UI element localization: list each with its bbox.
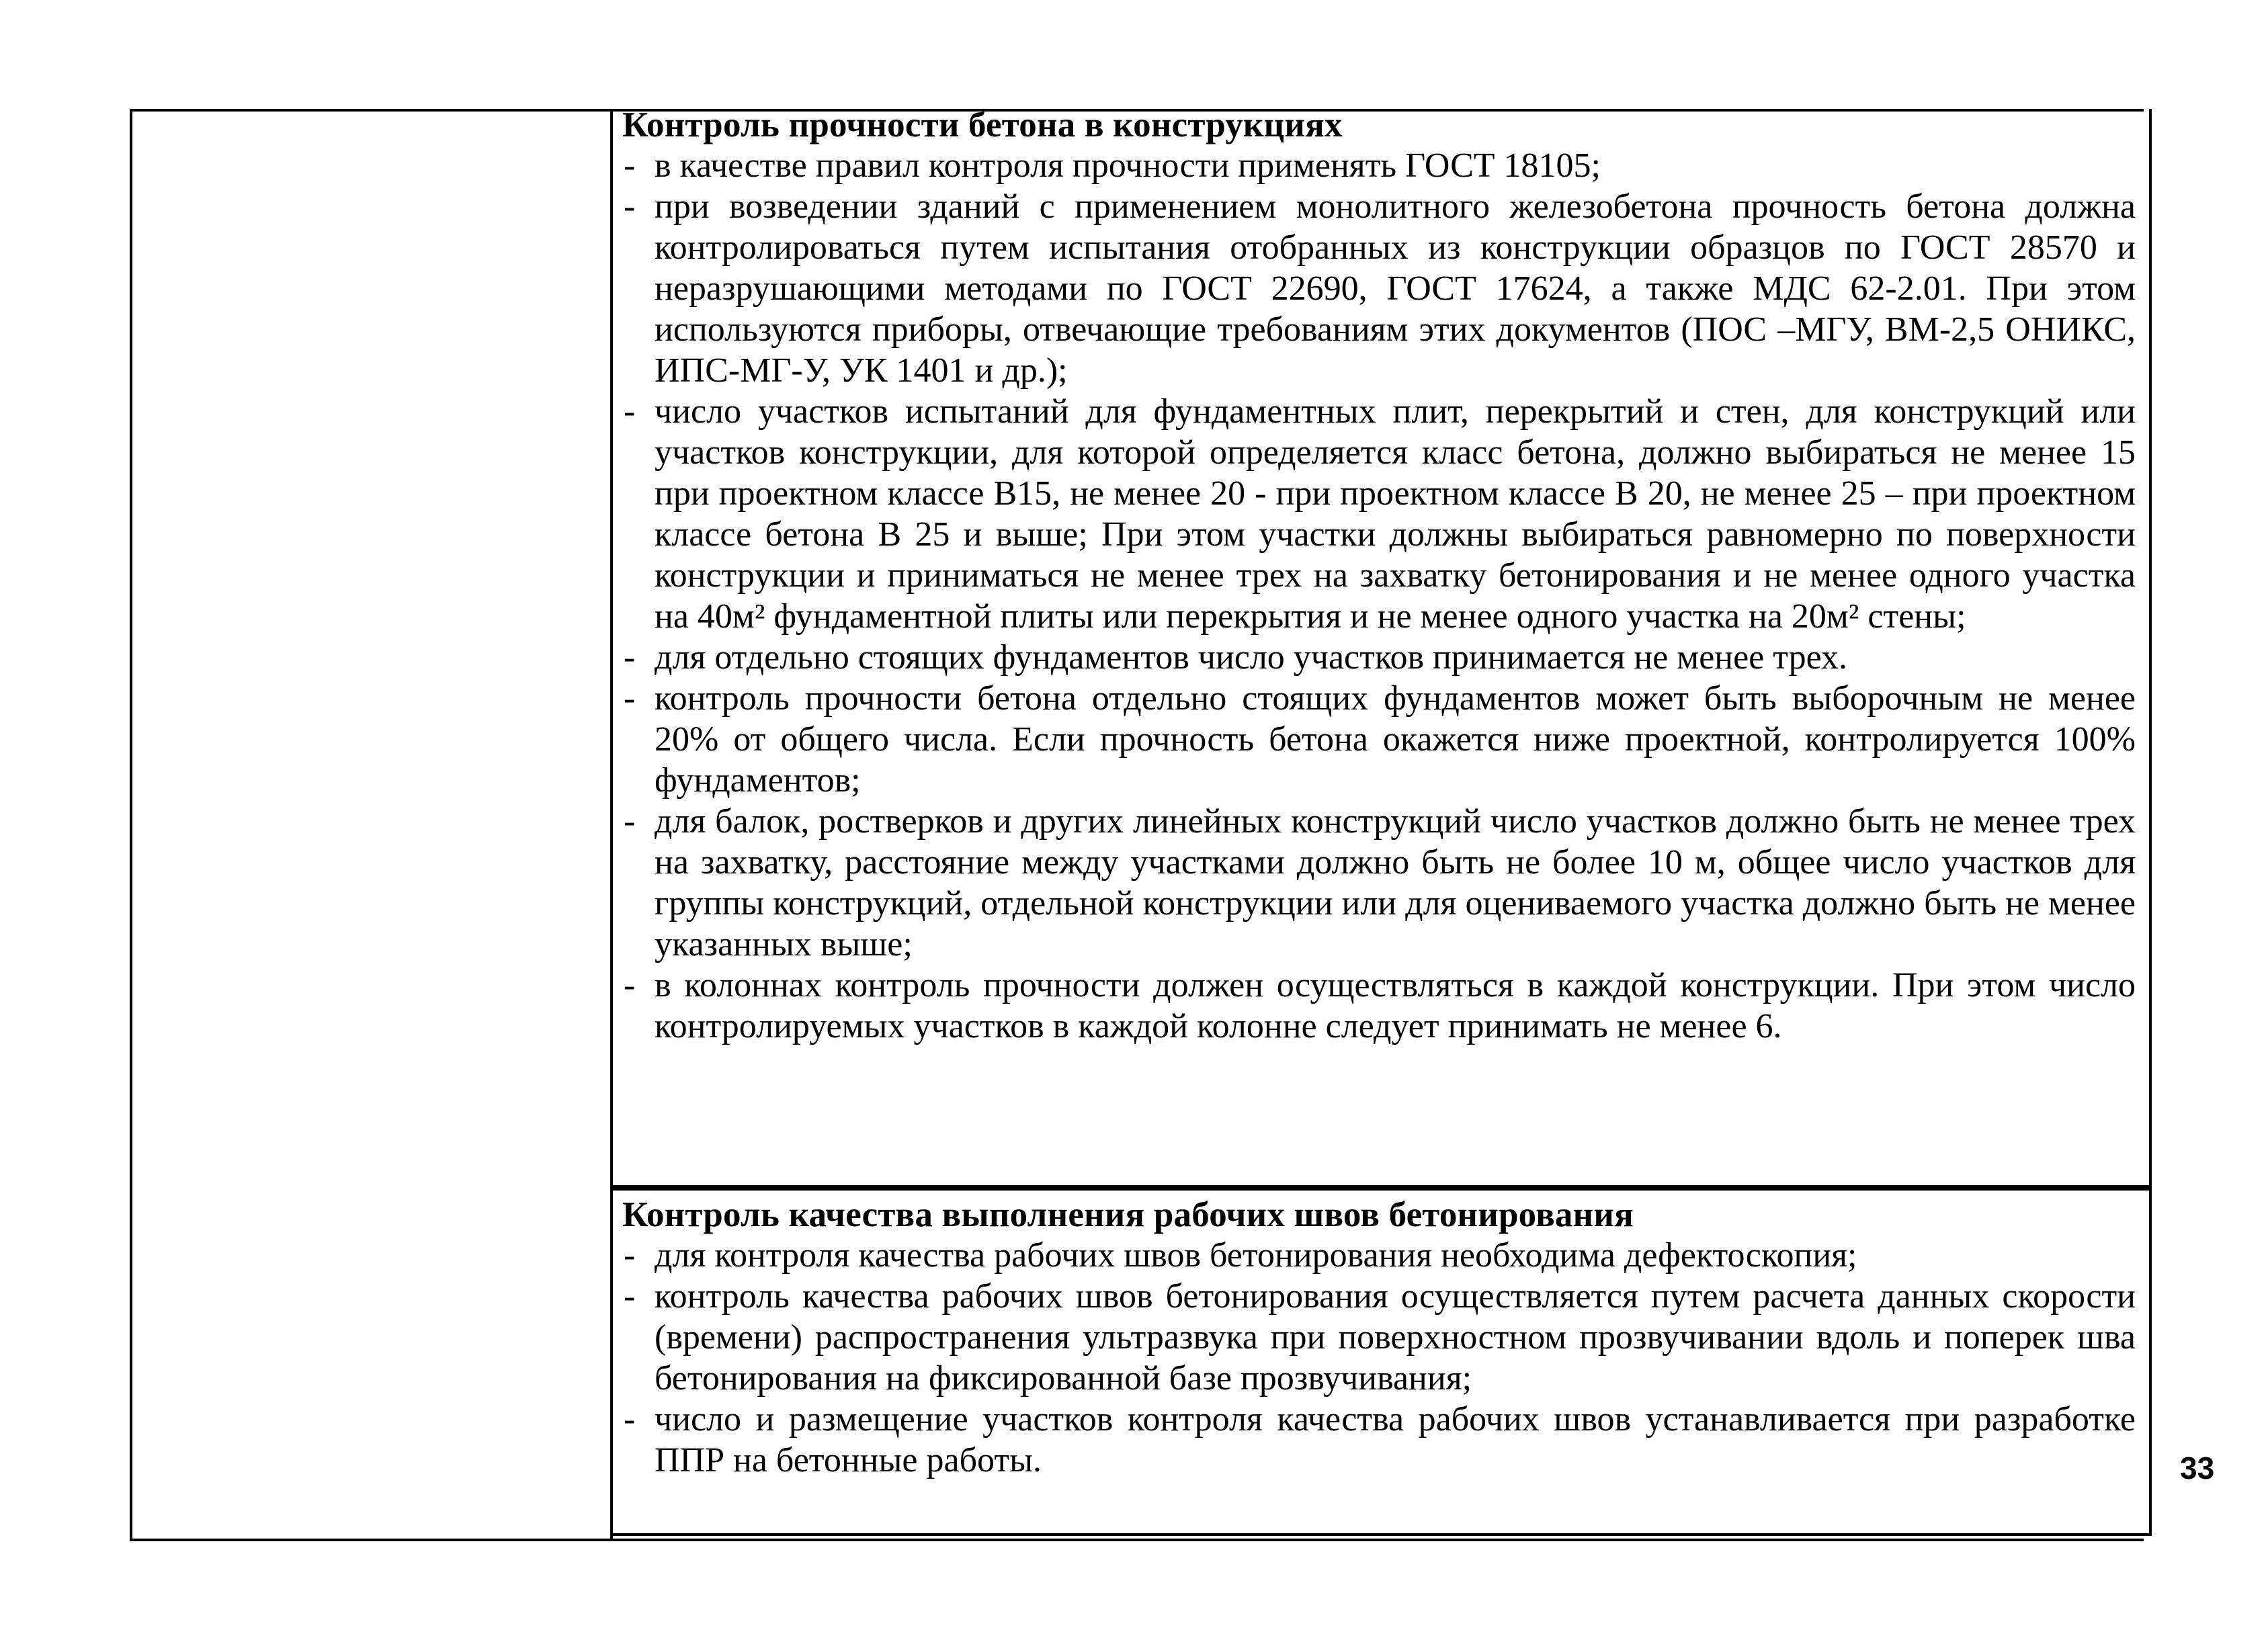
list-item-text: в качестве правил контроля прочности применять ГОСТ 18105; xyxy=(655,146,1601,185)
bullet-dash: - xyxy=(624,1277,636,1316)
bullet-dash: - xyxy=(624,1400,636,1438)
list-item xyxy=(622,391,2136,637)
bullet-dash: - xyxy=(624,966,636,1004)
bullet-dash: - xyxy=(624,392,636,431)
list-item-text: для балок, ростверков и других линейных конструкций число участков должно быть не менее трех на захватку, расстояние между участками должно быть не более 10 м, общее число участков для группы конструкций, отдельной конструкции или для оцениваемого участка должно быть не менее указанных выше; xyxy=(655,802,2136,963)
bullet-dash: - xyxy=(624,1236,636,1275)
bullet-dash: - xyxy=(624,187,636,226)
list-item-text: для отдельно стоящих фундаментов число участков принимается не менее трех. xyxy=(655,638,1848,677)
list-item-text: контроль прочности бетона отдельно стоящих фундаментов может быть выборочным не менее 20% от общего числа. Если прочность бетона окажется ниже проектной, контролируется 100% фундаментов; xyxy=(655,679,2136,800)
bullet-dash: - xyxy=(624,638,636,677)
list-item xyxy=(622,145,2136,186)
list-item-text: число участков испытаний для фундаментных плит, перекрытий и стен, для конструкций или участков конструкции, для которой определяется класс бетона, должно выбираться не менее 15 при проектном классе В15, не менее 20 - при проектном классе В 20, не менее 25 – при проектном классе бетона В 25 и выше; При этом участки должны выбираться равномерно по поверхности конструкции и приниматься не менее трех на захватку бетонирования и не менее одного участка на 40м² фундаментной плиты или перекрытия и не менее одного участка на 20м² стены; xyxy=(655,392,2136,636)
list-item-text: для контроля качества рабочих швов бетонирования необходима дефектоскопия; xyxy=(655,1236,1857,1275)
table-cell-strength-control xyxy=(613,105,2152,1188)
item-list xyxy=(622,145,2136,1047)
bullet-dash: - xyxy=(624,146,636,185)
section-title: Контроль прочности бетона в конструкциях xyxy=(622,105,1343,144)
bullet-dash: - xyxy=(624,802,636,840)
table-cell-joint-control xyxy=(613,1188,2152,1536)
list-item xyxy=(622,965,2136,1047)
list-item xyxy=(622,637,2136,678)
list-item-text: при возведении зданий с применением монолитного железобетона прочность бетона должна контролироваться путем испытания отобранных из конструкции образцов по ГОСТ 28570 и неразрушающими методами по ГОСТ 22690, ГОСТ 17624, а также МДС 62-2.01. При этом используются приборы, отвечающие требованиям этих документов (ПОС –МГУ, ВМ-2,5 ОНИКС, ИПС-МГ-У, УК 1401 и др.); xyxy=(655,187,2136,390)
list-item xyxy=(622,801,2136,965)
list-item xyxy=(622,1276,2136,1399)
bullet-dash: - xyxy=(624,679,636,718)
item-list xyxy=(622,1235,2136,1481)
list-item xyxy=(622,186,2136,391)
list-item xyxy=(622,678,2136,801)
list-item xyxy=(622,1235,2136,1276)
list-item-text: число и размещение участков контроля качества рабочих швов устанавливается при разработке ППР на бетонные работы. xyxy=(655,1400,2136,1479)
list-item-text: в колоннах контроль прочности должен осуществляться в каждой конструкции. При этом число контролируемых участков в каждой колонне следует принимать не менее 6. xyxy=(655,966,2136,1045)
page-number: 33 xyxy=(2180,1451,2215,1485)
list-item-text: контроль качества рабочих швов бетонирования осуществляется путем расчета данных скорости (времени) распространения ультразвука при поверхностном прозвучивании вдоль и поперек шва бетонирования на фиксированной базе прозвучивания; xyxy=(655,1277,2136,1397)
section-title: Контроль качества выполнения рабочих швов бетонирования xyxy=(622,1195,1634,1234)
list-item xyxy=(622,1399,2136,1481)
